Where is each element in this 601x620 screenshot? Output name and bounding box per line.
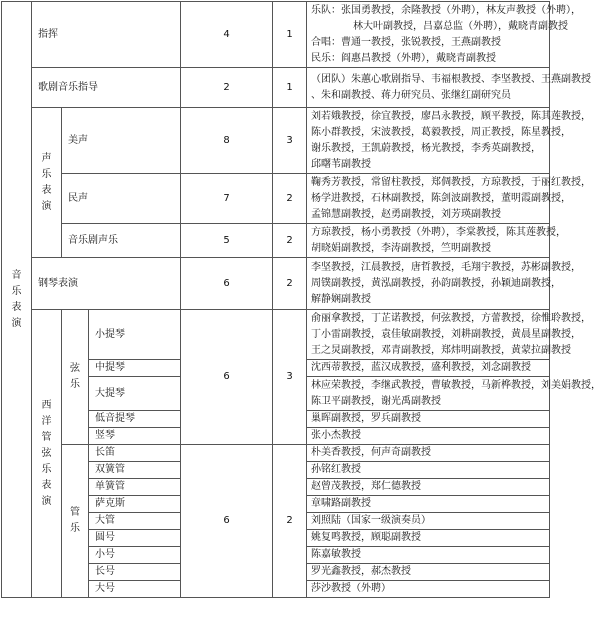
count-1: 6 (181, 258, 273, 310)
faculty-line: 孙铭红教授 (311, 464, 361, 475)
subgroup-cell (62, 445, 89, 598)
faculty-line: 邱曙苇副教授 (311, 158, 371, 170)
count-1: 4 (181, 2, 273, 68)
faculty-line: 周镤副教授，黄泓副教授，孙韵副教授，孙颖迪副教授， (311, 277, 561, 289)
faculty-line: 方琼教授，杨小勇教授（外聘），李棠教授，陈其莲教授， (311, 226, 566, 238)
faculty-list (307, 462, 550, 479)
faculty-line: 谢乐教授，王凯蔚教授，杨光教授，李秀英副教授， (311, 142, 541, 154)
faculty-line: 巢晖副教授，罗兵副教授 (311, 413, 421, 424)
group-label: 西洋管弦乐表演 (41, 399, 52, 507)
faculty-list (307, 411, 550, 428)
faculty-list (307, 428, 550, 445)
faculty-line: 林大叶副教授，吕嘉总监（外聘），戴晓青副教授 (353, 20, 568, 32)
instrument-name: 双簧管 (89, 462, 181, 479)
subgroup-label: 弦乐 (70, 363, 80, 390)
faculty-list (307, 581, 550, 598)
count-2: 1 (273, 2, 307, 68)
faculty-table (1, 1, 601, 598)
faculty-line: 胡晓娟副教授，李涛副教授，竺明副教授 (311, 242, 491, 254)
count-2: 2 (273, 445, 307, 598)
faculty-list (307, 108, 591, 174)
faculty-list (307, 496, 550, 513)
outer-category-cell (2, 2, 32, 598)
faculty-list (307, 513, 550, 530)
row-name: 歌剧音乐指导 (32, 68, 181, 108)
count-2: 2 (273, 174, 307, 224)
faculty-list (307, 68, 591, 108)
faculty-line: 罗光鑫教授，郝杰教授 (311, 566, 411, 577)
instrument-name: 大提琴 (89, 377, 181, 411)
row-name: 民声 (62, 174, 181, 224)
count-1: 7 (181, 174, 273, 224)
faculty-list (307, 530, 550, 547)
faculty-line: 鞠秀芳教授，常留柱教授，郑倜教授，方琼教授，于丽红教授， (311, 176, 591, 188)
faculty-line: 杨学进教授，石林副教授，陈剑波副教授，董明霞副教授， (311, 192, 571, 204)
faculty-line: 陈卫平副教授，谢光禹副教授 (311, 395, 441, 407)
group-cell (32, 108, 62, 258)
count-1: 5 (181, 224, 273, 258)
instrument-name: 单簧管 (89, 479, 181, 496)
faculty-list (307, 174, 591, 224)
faculty-list (307, 377, 601, 411)
faculty-list (307, 258, 581, 310)
faculty-line: （团队）朱蕙心歌剧指导、韦福根教授、李坚教授、王燕副教授 (311, 73, 591, 85)
faculty-line: 沈西蒂教授，蓝汉成教授，盛利教授，刘念副教授 (311, 362, 531, 373)
instrument-name: 圆号 (89, 530, 181, 547)
count-2: 3 (273, 108, 307, 174)
faculty-line: 刘若娥教授，徐宜教授，廖昌永教授，顾平教授，陈其莲教授， (311, 110, 591, 122)
faculty-list (307, 360, 550, 377)
subgroup-label: 管乐 (70, 507, 80, 534)
faculty-line: 、朱和副教授、蒋力研究员、张继红副研究员 (311, 89, 511, 101)
instrument-name: 长笛 (89, 445, 181, 462)
faculty-line: 章啸路副教授 (311, 498, 371, 509)
faculty-line: 林应荣教授，李继武教授，曹敏教授，马新桦教授，刘美娟教授， (311, 379, 601, 391)
faculty-list (307, 479, 550, 496)
group-cell (32, 310, 62, 598)
count-2: 2 (273, 258, 307, 310)
instrument-name: 竖琴 (89, 428, 181, 445)
faculty-line: 赵曾茂教授，郑仁德教授 (311, 481, 421, 492)
faculty-line: 俞丽拿教授，丁芷诺教授，何弦教授，方蕾教授，徐惟聆教授， (311, 312, 591, 324)
faculty-line: 李坚教授，江晨教授，唐哲教授，毛翔宇教授，苏彬副教授， (311, 261, 581, 273)
count-2: 2 (273, 224, 307, 258)
subgroup-cell (62, 310, 89, 445)
instrument-name: 大管 (89, 513, 181, 530)
count-1: 6 (181, 445, 273, 598)
group-label: 声乐表演 (41, 152, 52, 212)
row-name: 指挥 (32, 2, 181, 68)
count-1: 8 (181, 108, 273, 174)
instrument-name: 大号 (89, 581, 181, 598)
faculty-line: 王之炅副教授，邓青副教授，郑炜明副教授，黄蒙拉副教授 (311, 344, 571, 356)
faculty-line: 孟锦慧副教授，赵勇副教授，刘芳瑛副教授 (311, 208, 501, 220)
instrument-name: 长号 (89, 564, 181, 581)
faculty-line: 莎沙教授（外聘） (311, 583, 391, 594)
faculty-line: 刘照陆（国家一级演奏员） (311, 515, 431, 526)
faculty-line: 姚复鸣教授，顾聪副教授 (311, 532, 421, 543)
faculty-line: 陈嘉敏教授 (311, 549, 361, 560)
instrument-name: 小提琴 (89, 310, 181, 360)
count-1: 6 (181, 310, 273, 445)
faculty-line: 乐队：张国勇教授，余隆教授（外聘），林友声教授（外聘）， (311, 4, 581, 16)
faculty-list (307, 445, 550, 462)
faculty-line: 合唱：曹通一教授，张锐教授，王燕副教授 (311, 36, 501, 48)
instrument-name: 中提琴 (89, 360, 181, 377)
faculty-line: 朴美香教授，何声奇副教授 (311, 447, 431, 458)
faculty-line: 解静娴副教授 (311, 293, 371, 305)
row-name: 美声 (62, 108, 181, 174)
faculty-line: 张小杰教授 (311, 430, 361, 441)
instrument-name: 萨克斯 (89, 496, 181, 513)
count-2: 3 (273, 310, 307, 445)
faculty-list (307, 2, 581, 68)
instrument-name: 小号 (89, 547, 181, 564)
faculty-list (307, 547, 550, 564)
faculty-line: 丁小雷副教授，袁佳敏副教授，刘耕副教授，黄晨星副教授， (311, 328, 581, 340)
faculty-list (307, 224, 566, 258)
instrument-name: 低音提琴 (89, 411, 181, 428)
count-1: 2 (181, 68, 273, 108)
count-2: 1 (273, 68, 307, 108)
faculty-list (307, 310, 591, 360)
faculty-list (307, 564, 550, 581)
row-name: 钢琴表演 (32, 258, 181, 310)
outer-category-label: 音乐表演 (11, 269, 22, 329)
faculty-line: 民乐：阎惠昌教授（外聘），戴晓青副教授 (311, 52, 496, 64)
row-name: 音乐剧声乐 (62, 224, 181, 258)
faculty-line: 陈小群教授，宋波教授，葛毅教授，周正教授，陈星教授， (311, 126, 571, 138)
